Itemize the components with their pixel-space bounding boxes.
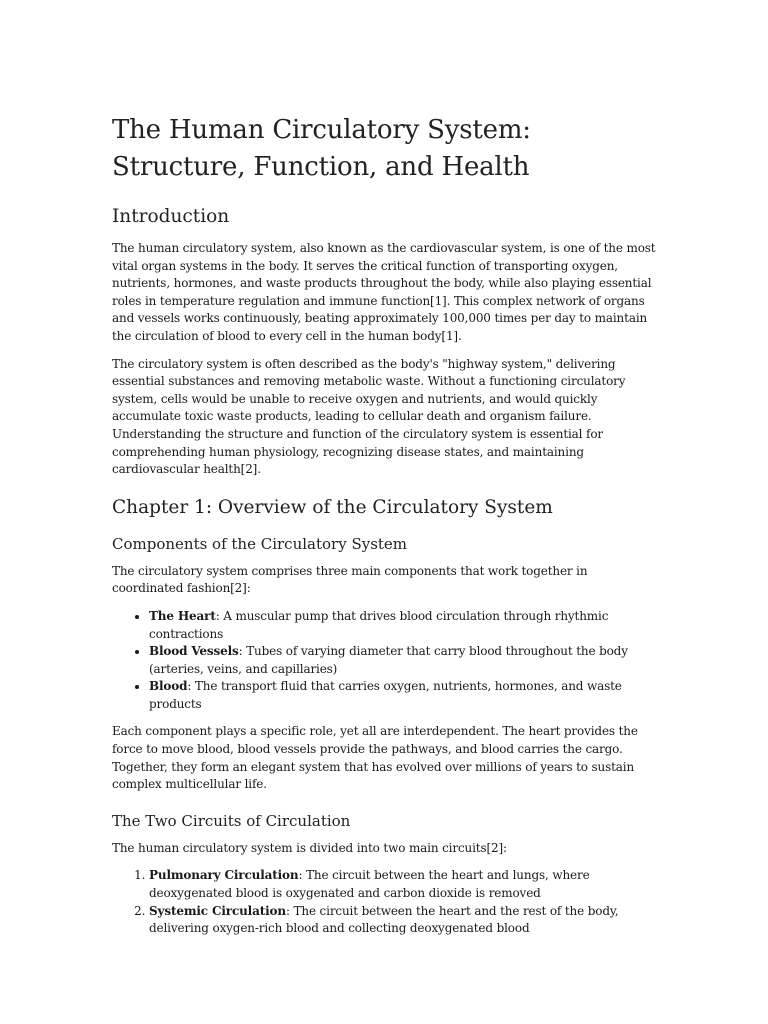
list-item-text: : A muscular pump that drives blood circulation through rhythmic contractions (149, 608, 609, 641)
list-item-term: Blood (149, 679, 188, 694)
components-lead-paragraph: The circulatory system comprises three main components that work together in coordinated fashion[2]: (112, 563, 588, 596)
list-item (149, 678, 658, 713)
components-list (112, 608, 658, 714)
circuits-lead-paragraph: The human circulatory system is divided into two main circuits[2]: (112, 840, 507, 855)
document-title: The Human Circulatory System: Structure, Function, and Health (112, 115, 531, 182)
circuits-heading: The Two Circuits of Circulation (112, 811, 351, 830)
list-item (149, 903, 658, 938)
list-item (149, 643, 658, 678)
introduction-paragraph-1: The human circulatory system, also known as the cardiovascular system, is one of the most vital organ systems in the body. It serves the critical function of transporting oxygen, nutrients, hormones, and waste products throughout the body, while also playing essential roles in temperature regulation and immune function[1]. This complex network of organs and vessels works continuously, beating approximately 100,000 times per day to maintain the circulation of blood to every cell in the human body[1]. (112, 241, 656, 343)
components-closing-paragraph: Each component plays a specific role, yet all are interdependent. The heart provides the force to move blood, blood vessels provide the pathways, and blood carries the cargo. Together, they form an elegant system that has evolved over millions of years to sustain complex multicellular life. (112, 724, 638, 792)
list-item-term: Systemic Circulation (149, 903, 286, 918)
list-item-term: Pulmonary Circulation (149, 868, 299, 883)
introduction-paragraph-2: The circulatory system is often described as the body's "highway system," delivering essential substances and removing metabolic waste. Without a functioning circulatory system, cells would be unable to receive oxygen and nutrients, and would quickly accumulate toxic waste products, leading to cellular death and organism failure. Understanding the structure and function of the circulatory system is essential for comprehending human physiology, recognizing disease states, and maintaining cardiovascular health[2]. (112, 356, 626, 477)
circuits-list (112, 867, 658, 937)
list-item (149, 867, 658, 902)
list-item-text: : The circuit between the heart and lungs, where deoxygenated blood is oxygenated and carbon dioxide is removed (149, 868, 590, 901)
chapter-1-heading: Chapter 1: Overview of the Circulatory System (112, 496, 553, 518)
list-item-term: The Heart (149, 608, 216, 623)
components-heading: Components of the Circulatory System (112, 534, 408, 553)
list-item-text: : The transport fluid that carries oxygen, nutrients, hormones, and waste products (149, 679, 622, 711)
introduction-heading: Introduction (112, 206, 230, 227)
list-item-term: Blood Vessels (149, 644, 239, 659)
list-item (149, 608, 658, 643)
list-item-text: : Tubes of varying diameter that carry blood throughout the body (arteries, veins, and capillaries) (149, 644, 628, 676)
list-item-text: : The circuit between the heart and the rest of the body, delivering oxygen-rich blood and collecting deoxygenated blood (149, 903, 619, 936)
